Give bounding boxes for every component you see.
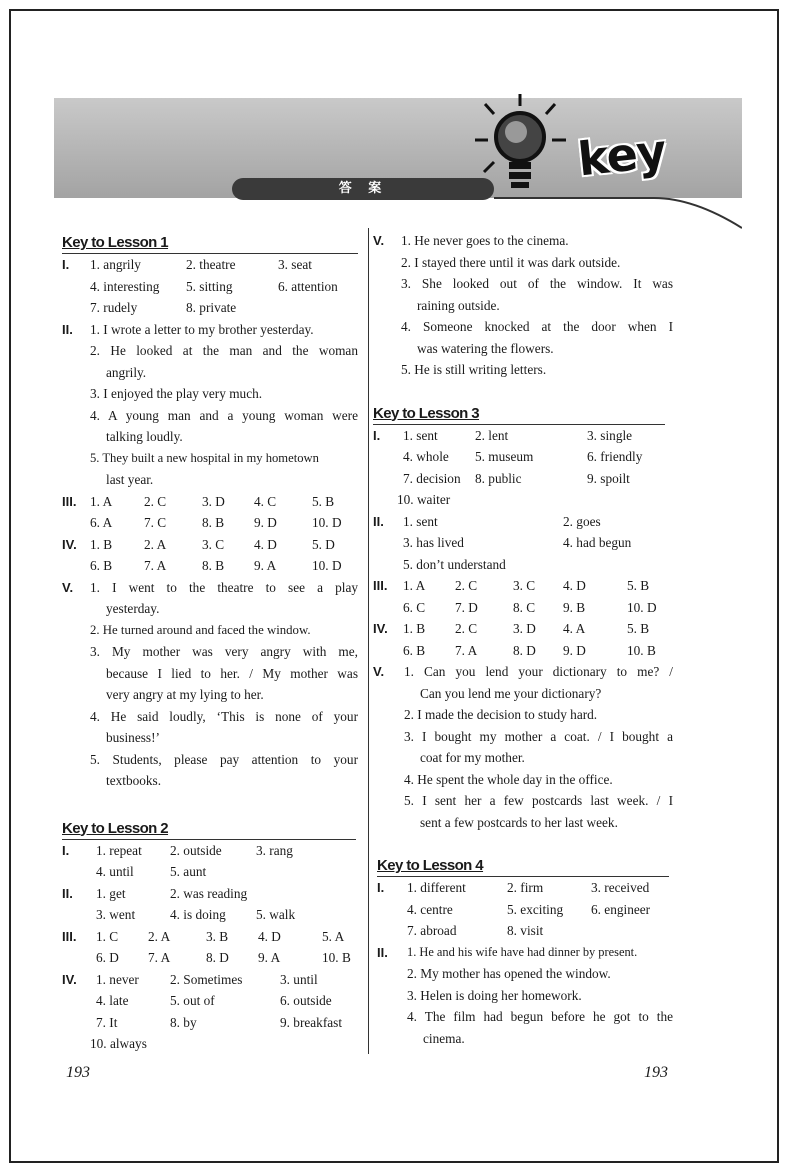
answer-text: 1. different	[407, 880, 466, 895]
answer-text: 7. C	[144, 515, 167, 530]
answer-text: 1. C	[96, 928, 119, 944]
answer-text: 8. private	[186, 300, 237, 315]
answer-text: 10. B	[322, 950, 351, 965]
answer-text: 1. angrily	[90, 257, 141, 272]
answer-text: 9. D	[254, 515, 277, 530]
answer-text: 1. He and his wife have had dinner by present.	[407, 944, 638, 959]
answer-text: 4. late	[96, 993, 129, 1008]
answer-text: 6. engineer	[591, 901, 651, 917]
answer-text: 4. centre	[407, 901, 453, 917]
answer-text: was watering the flowers.	[417, 340, 554, 356]
answer-text: 10. D	[627, 599, 657, 615]
answer-text: V.	[62, 579, 74, 595]
answer-text: 2. A	[144, 536, 167, 552]
answer-text: 4. He spent the whole day in the office.	[404, 771, 613, 787]
answer-text: I.	[377, 880, 385, 895]
answer-text: 1. I wrote a letter to my brother yesterday.	[90, 321, 314, 337]
answer-text: 4. A	[563, 621, 586, 636]
answer-text: 2. He looked at the man and the woman	[90, 343, 358, 358]
lesson2-section-II	[62, 883, 358, 926]
answer-text: 10. D	[312, 515, 342, 530]
answer-text: 5. B	[627, 578, 650, 593]
answer-text: I.	[62, 842, 70, 858]
lesson4-section-II	[377, 942, 673, 1050]
answer-text: 3. I bought my mother a coat. / I bought a	[404, 728, 673, 744]
answer-text: because I lied to her. / My mother was	[106, 665, 358, 681]
answer-text: 4. He said loudly, ‘This is none of your	[90, 708, 358, 724]
answer-text: 1. sent	[403, 513, 438, 529]
answer-text: 4. D	[258, 928, 281, 944]
answer-text: 4. C	[254, 493, 277, 509]
lesson2-section-I	[62, 840, 358, 883]
page-number-right: 193	[644, 1064, 668, 1081]
answer-text: 8. D	[513, 642, 536, 658]
answer-text: 3. B	[206, 928, 229, 944]
answer-text: 3. Helen is doing her homework.	[407, 987, 582, 1003]
answer-text: 1. A	[90, 493, 113, 509]
answer-text: II.	[62, 321, 73, 337]
answer-text: 3. C	[202, 536, 225, 552]
answer-text: 1. Can you lend your dictionary to me? /	[404, 664, 673, 679]
right-column	[373, 230, 673, 1049]
answer-text: 8. by	[170, 1014, 197, 1030]
answer-text: 5. museum	[475, 449, 534, 464]
answer-text: 3. went	[96, 907, 136, 922]
answer-text: 3. D	[513, 621, 536, 636]
lesson3-title: Key to Lesson 3	[373, 403, 665, 425]
answer-text: last year.	[106, 472, 154, 487]
answer-text: 8. B	[202, 558, 225, 573]
answer-text: 5. I sent her a few postcards last week. / I	[404, 793, 673, 808]
answer-text: 4. had begun	[563, 535, 632, 550]
answer-text: cinema.	[423, 1030, 465, 1046]
answer-text: business!’	[106, 730, 160, 745]
answer-text: 1. A	[403, 578, 426, 593]
lesson3-section-III	[373, 575, 673, 618]
answer-text: 4. D	[254, 536, 277, 552]
answer-text: 2. C	[144, 493, 167, 509]
lesson1-section-IV	[62, 534, 358, 577]
answer-text: V.	[373, 233, 385, 248]
answer-text: 6. attention	[278, 278, 338, 294]
lesson1-title: Key to Lesson 1	[62, 232, 358, 254]
answer-text: 6. B	[403, 642, 426, 658]
answer-text: 5. They built a new hospital in my hometown	[90, 450, 319, 465]
answer-text: 2. Sometimes	[170, 971, 243, 987]
answer-text: 5. walk	[256, 907, 296, 922]
lesson3-section-I	[373, 425, 673, 511]
answer-text: 3. has lived	[403, 535, 464, 550]
answer-text: 4. D	[563, 578, 586, 593]
answer-text: 7. A	[144, 558, 167, 573]
answer-text: 3. received	[591, 880, 650, 895]
answer-text: IV.	[373, 621, 388, 636]
left-column	[62, 232, 358, 1055]
lesson1-section-III	[62, 491, 358, 534]
answer-text: 2. C	[455, 621, 478, 636]
column-divider	[368, 228, 369, 1054]
answer-text: 1. B	[403, 621, 426, 636]
answers-pill-label: 答 案	[232, 178, 494, 200]
answer-text: 6. outside	[280, 993, 332, 1008]
answer-text: 4. interesting	[90, 278, 160, 294]
answer-text: raining outside.	[417, 297, 500, 313]
page-number-left: 193	[66, 1064, 90, 1081]
answer-text: 10. B	[627, 642, 656, 658]
lightbulb-icon	[470, 92, 580, 202]
answer-text: 1. I went to the theatre to see a play	[90, 579, 358, 595]
answer-text: 2. firm	[507, 880, 544, 895]
answer-text: 2. A	[148, 928, 171, 944]
answer-text: 10. always	[90, 1036, 147, 1051]
lesson2-title: Key to Lesson 2	[62, 818, 356, 840]
answer-text: 8. C	[513, 599, 536, 615]
answer-text: 1. He never goes to the cinema.	[401, 233, 569, 248]
answer-text: 7. A	[148, 950, 171, 965]
lesson3-section-V	[373, 661, 673, 833]
answer-text: yesterday.	[106, 601, 160, 616]
answer-text: III.	[373, 578, 388, 593]
answer-text: 8. public	[475, 470, 522, 486]
answer-text: 7. abroad	[407, 923, 457, 938]
answer-text: 2. C	[455, 578, 478, 593]
answer-text: IV.	[62, 536, 77, 552]
answer-text: 3. single	[587, 427, 633, 443]
answer-text: 4. until	[96, 864, 134, 879]
answer-text: 5. don’t understand	[403, 556, 506, 572]
answer-text: very angry at my lying to her.	[106, 687, 264, 702]
answer-text: 10. waiter	[397, 492, 451, 507]
answer-text: 3. I enjoyed the play very much.	[90, 386, 263, 401]
answer-text: 1. get	[96, 885, 126, 901]
lesson1-section-I	[62, 254, 358, 319]
answer-text: V.	[373, 664, 385, 679]
answer-text: 7. It	[96, 1014, 118, 1030]
roman-numeral: I.	[62, 257, 70, 272]
answer-text: sent a few postcards to her last week.	[420, 814, 618, 830]
answer-text: III.	[62, 928, 77, 944]
lesson3-section-II	[373, 511, 673, 576]
answer-text: 3. rang	[256, 842, 293, 858]
answer-text: 2. lent	[475, 427, 509, 443]
answer-text: 2. goes	[563, 513, 601, 529]
answer-text: 9. D	[563, 642, 586, 658]
lesson1-section-V	[62, 577, 358, 792]
answer-text: I.	[373, 427, 381, 443]
answer-text: III.	[62, 493, 77, 509]
answer-text: 9. spoilt	[587, 470, 630, 486]
answer-text: 9. B	[563, 599, 586, 615]
answer-text: IV.	[62, 971, 77, 987]
answer-text: 5. Students, please pay attention to your	[90, 751, 358, 767]
answer-text: 4. whole	[403, 449, 449, 464]
answer-text: 1. B	[90, 536, 113, 552]
answer-text: 6. C	[403, 599, 426, 615]
answer-text: 5. B	[312, 493, 335, 509]
answer-text: 2. theatre	[186, 257, 236, 272]
answer-text: II.	[377, 944, 388, 960]
answer-text: 3. seat	[278, 257, 312, 272]
answer-text: 4. Someone knocked at the door when I	[401, 319, 673, 334]
answer-text: 1. sent	[403, 427, 438, 443]
lesson1-section-V-continued	[373, 230, 673, 381]
answer-text: 6. friendly	[587, 449, 643, 464]
lesson2-section-IV	[62, 969, 358, 1055]
answer-text: 6. D	[96, 950, 119, 965]
answer-text: 7. D	[455, 599, 478, 615]
answer-text: 9. A	[258, 950, 281, 965]
lesson2-section-III	[62, 926, 358, 969]
answer-text: 3. until	[280, 971, 318, 987]
answer-text: 6. B	[90, 558, 113, 573]
answer-text: 8. D	[206, 950, 229, 965]
answer-text: 1. never	[96, 971, 139, 987]
answer-text: 8. visit	[507, 923, 544, 938]
answer-text: angrily.	[106, 364, 147, 380]
answer-text: 3. D	[202, 493, 225, 509]
answer-text: talking loudly.	[106, 429, 183, 444]
answer-text: 2. He turned around and faced the window.	[90, 622, 311, 637]
lesson4-section-I	[377, 877, 673, 942]
answer-text: 2. I made the decision to study hard.	[404, 707, 598, 722]
answer-text: 4. A young man and a young woman were	[90, 407, 358, 423]
answer-text: 1. repeat	[96, 842, 142, 858]
answer-text: II.	[373, 513, 384, 529]
answer-text: 4. is doing	[170, 907, 226, 922]
lesson1-section-II	[62, 319, 358, 491]
answer-text: 2. I stayed there until it was dark outside.	[401, 254, 621, 270]
answer-text: 4. The film had begun before he got to the	[407, 1009, 673, 1024]
lesson3-section-IV	[373, 618, 673, 661]
answer-text: 9. A	[254, 558, 277, 573]
lesson4-title: Key to Lesson 4	[377, 855, 669, 877]
answer-text: 5. He is still writing letters.	[401, 362, 547, 377]
answer-text: 5. sitting	[186, 278, 233, 294]
answer-text: 7. rudely	[90, 300, 138, 315]
answer-text: 2. My mother has opened the window.	[407, 966, 611, 981]
answer-text: 5. A	[322, 928, 345, 944]
answer-text: 9. breakfast	[280, 1014, 343, 1030]
key-word-logo: key	[575, 123, 669, 187]
answer-text: 5. B	[627, 621, 650, 636]
answer-text: 5. aunt	[170, 864, 207, 879]
answer-text: 7. decision	[403, 470, 461, 486]
answer-text: 2. was reading	[170, 885, 248, 901]
answer-text: 7. A	[455, 642, 478, 658]
answer-text: 3. My mother was very angry with me,	[90, 644, 358, 659]
answer-text: 5. D	[312, 536, 335, 552]
answer-text: 2. outside	[170, 842, 222, 858]
answer-text: 3. She looked out of the window. It was	[401, 276, 673, 291]
answer-text: Can you lend me your dictionary?	[420, 685, 602, 701]
answer-text: II.	[62, 885, 73, 901]
answer-text: 6. A	[90, 515, 113, 530]
answer-text: 10. D	[312, 558, 342, 573]
answer-text: textbooks.	[106, 773, 162, 788]
answer-text: coat for my mother.	[420, 750, 525, 765]
answer-text: 5. exciting	[507, 901, 564, 917]
answer-text: 5. out of	[170, 993, 215, 1008]
answer-text: 3. C	[513, 578, 536, 593]
answer-text: 8. B	[202, 515, 225, 530]
